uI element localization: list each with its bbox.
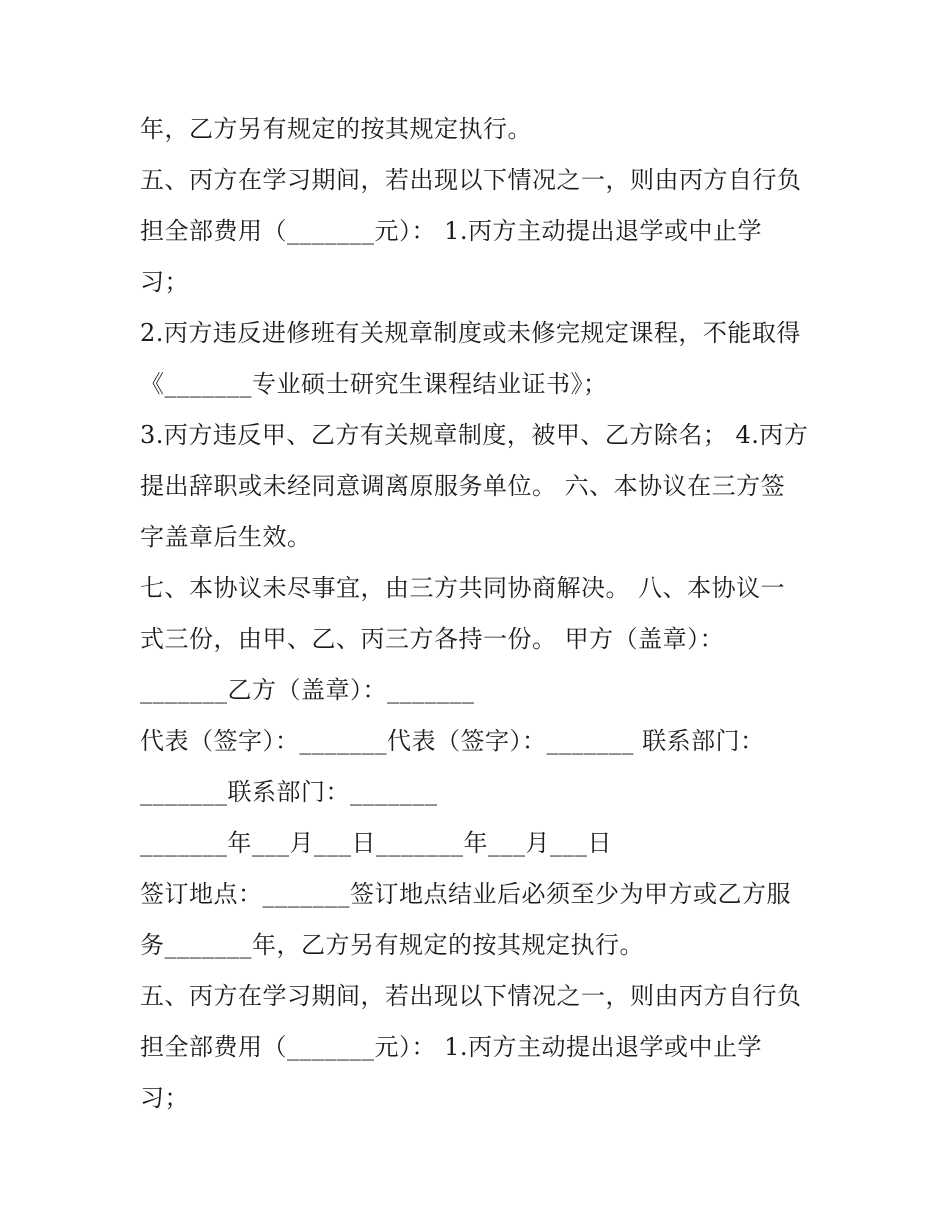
text-line: 式三份，由甲、乙、丙三方各持一份。 甲方（盖章）： [140,625,725,653]
text-line: 担全部费用（_______元）： 1.丙方主动提出退学或中止学 [140,1033,763,1061]
text-line: 五、丙方在学习期间，若出现以下情况之一，则由丙方自行负 [140,166,802,194]
text-line: 五、丙方在学习期间，若出现以下情况之一，则由丙方自行负 [140,982,802,1010]
text-line: _______乙方（盖章）：_______ [140,676,475,704]
text-line: 提出辞职或未经同意调离原服务单位。 六、本协议在三方签 [140,472,786,500]
text-line: _______年___月___日_______年___月___日 [140,829,612,857]
text-line: 习； [140,1084,189,1112]
text-line: 年，乙方另有规定的按其规定执行。 [140,115,532,143]
text-line: 习； [140,268,189,296]
text-line: 2.丙方违反进修班有关规章制度或未修完规定课程，不能取得 [140,319,801,347]
text-line: 七、本协议未尽事宜，由三方共同协商解决。 八、本协议一 [140,574,786,602]
text-line: 《_______专业硕士研究生课程结业证书》； [140,370,608,398]
text-line: 3.丙方违反甲、乙方有关规章制度，被甲、乙方除名； 4.丙方 [140,421,809,449]
text-line: 务_______年，乙方另有规定的按其规定执行。 [140,931,644,959]
text-line: 担全部费用（_______元）： 1.丙方主动提出退学或中止学 [140,217,763,245]
text-line: 字盖章后生效。 [140,523,312,551]
text-line: 签订地点：_______签订地点结业后必须至少为甲方或乙方服 [140,880,791,908]
text-line: 代表（签字）：_______代表（签字）：_______ 联系部门： [140,727,765,755]
text-line: _______联系部门：_______ [140,778,438,806]
